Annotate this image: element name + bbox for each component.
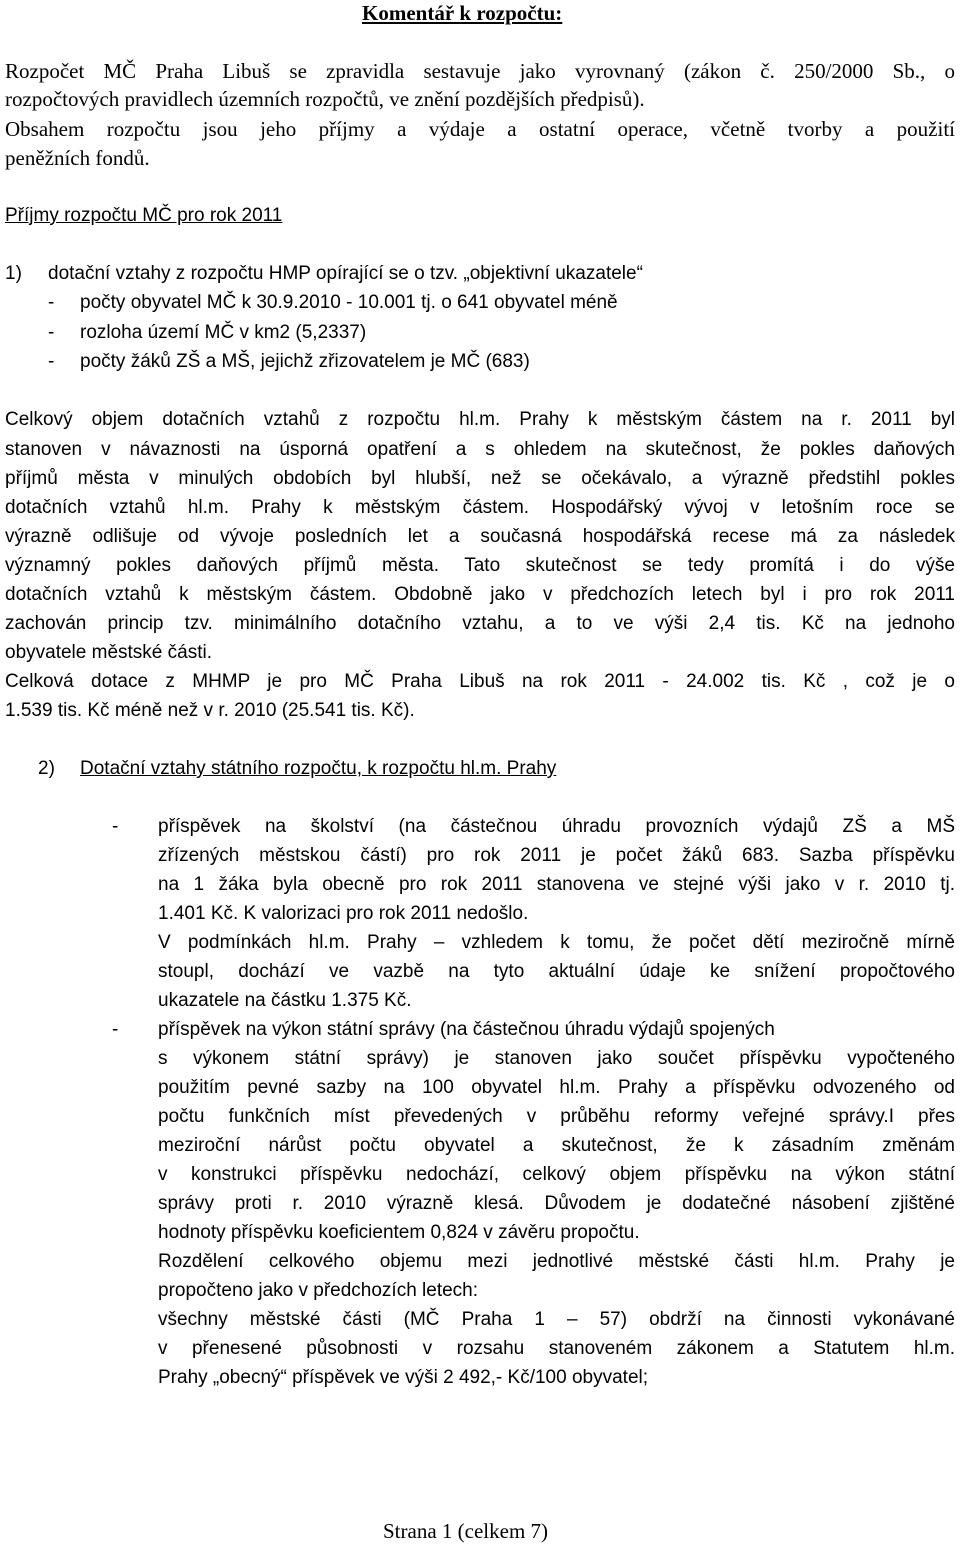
intro-line: Rozpočet MČ Praha Libuš se zpravidla sestavuje jako vyrovnaný (zákon č. 250/2000 Sb., o <box>5 59 955 83</box>
item-number: 1) <box>5 263 22 284</box>
paragraph-line: obyvatele městské části. <box>5 642 212 663</box>
intro-line: rozpočtových pravidlech územních rozpočtů, ve znění pozdějších předpisů). <box>5 87 645 111</box>
bullet-line: stoupl, dochází ve vazbě na tyto aktuální údaje ke snížení propočtového <box>158 961 955 982</box>
bullet-dash: - <box>112 816 119 837</box>
bullet-line: na 1 žáka byla obecně pro rok 2011 stanovena ve stejné výši jako v r. 2010 tj. <box>158 874 955 895</box>
bullet-line: propočteno jako v předchozích letech: <box>158 1280 479 1301</box>
paragraph-line: zachován princip tzv. minimálního dotačního vztahu, a to ve výši 2,4 tis. Kč na jednoho <box>5 613 955 634</box>
intro-line: Obsahem rozpočtu jsou jeho příjmy a výdaje a ostatní operace, včetně tvorby a použití <box>5 117 955 141</box>
bullet-line: ukazatele na částku 1.375 Kč. <box>158 990 412 1011</box>
bullet-line: 1.401 Kč. K valorizaci pro rok 2011 nedošlo. <box>158 903 529 924</box>
bullet-line: meziroční nárůst počtu obyvatel a skutečnost, že k zásadním změnám <box>158 1135 955 1156</box>
paragraph-line: stanoven v návaznosti na úsporná opatření a s ohledem na skutečnost, že pokles daňových <box>5 439 955 460</box>
bullet-line: příspěvek na školství (na částečnou úhradu provozních výdajů ZŠ a MŠ <box>158 816 955 837</box>
bullet-dash: - <box>48 322 55 343</box>
total-line: 1.539 tis. Kč méně než v r. 2010 (25.541 tis. Kč). <box>5 700 415 721</box>
paragraph-line: dotačních vztahů hl.m. Prahy k městským částem. Hospodářský vývoj v letošním roce se <box>5 497 955 518</box>
bullet-line: v přenesené působnosti v rozsahu stanoveném zákonem a Statutem hl.m. <box>158 1338 955 1359</box>
bullet-line: počtu funkčních míst převedených v průběhu reformy veřejné správy.I přes <box>158 1106 955 1127</box>
bullet-text: rozloha území MČ v km2 (5,2337) <box>80 322 367 343</box>
intro-line: peněžních fondů. <box>5 146 150 170</box>
page-title: Komentář k rozpočtu: <box>362 1 563 25</box>
bullet-line: příspěvek na výkon státní správy (na částečnou úhradu výdajů spojených <box>158 1019 775 1040</box>
bullet-line: V podmínkách hl.m. Prahy – vzhledem k tomu, že počet dětí meziročně mírně <box>158 932 955 953</box>
paragraph-line: příjmů města v minulých obdobích byl hlubší, než se očekávalo, a výrazně předstihl pokles <box>5 468 955 489</box>
bullet-dash: - <box>112 1019 119 1040</box>
item-text: dotační vztahy z rozpočtu HMP opírající se o tzv. „objektivní ukazatele“ <box>48 263 643 284</box>
bullet-line: správy proti r. 2010 výrazně klesá. Důvodem je dodatečné násobení zjištěné <box>158 1193 955 1214</box>
paragraph-line: výrazně odlišuje od vývoje posledních let a současná hospodářská recese má za následek <box>5 526 955 547</box>
total-line: Celková dotace z MHMP je pro MČ Praha Libuš na rok 2011 - 24.002 tis. Kč , což je o <box>5 671 955 692</box>
item-number: 2) <box>38 758 55 779</box>
bullet-line: v konstrukci příspěvku nedochází, celkový objem příspěvku na výkon státní <box>158 1164 955 1185</box>
income-heading: Příjmy rozpočtu MČ pro rok 2011 <box>5 205 283 226</box>
bullet-dash: - <box>48 292 55 313</box>
bullet-line: zřízených městskou částí) pro rok 2011 je počet žáků 683. Sazba příspěvku <box>158 845 955 866</box>
bullet-text: počty žáků ZŠ a MŠ, jejichž zřizovatelem je MČ (683) <box>80 351 530 372</box>
paragraph-line: Celkový objem dotačních vztahů z rozpočtu hl.m. Prahy k městským částem na r. 2011 byl <box>5 409 955 430</box>
item-heading: Dotační vztahy státního rozpočtu, k rozpočtu hl.m. Prahy <box>80 758 557 779</box>
paragraph-line: významný pokles daňových příjmů města. Tato skutečnost se tedy promítá i do výše <box>5 555 955 576</box>
bullet-line: použitím pevné sazby na 100 obyvatel hl.m. Prahy a příspěvku odvozeného od <box>158 1077 955 1098</box>
paragraph-line: dotačních vztahů k městským částem. Obdobně jako v předchozích letech byl i pro rok 2011 <box>5 584 955 605</box>
bullet-line: Prahy „obecný“ příspěvek ve výši 2 492,- Kč/100 obyvatel; <box>158 1367 649 1388</box>
bullet-line: s výkonem státní správy) je stanoven jako součet příspěvku vypočteného <box>158 1048 955 1069</box>
bullet-line: všechny městské části (MČ Praha 1 – 57) obdrží na činnosti vykonávané <box>158 1309 955 1330</box>
bullet-text: počty obyvatel MČ k 30.9.2010 - 10.001 tj. o 641 obyvatel méně <box>80 292 618 313</box>
bullet-line: hodnoty příspěvku koeficientem 0,824 v závěru propočtu. <box>158 1222 640 1243</box>
bullet-dash: - <box>48 351 55 372</box>
page-footer: Strana 1 (celkem 7) <box>383 1519 549 1543</box>
bullet-line: Rozdělení celkového objemu mezi jednotlivé městské části hl.m. Prahy je <box>158 1251 955 1272</box>
